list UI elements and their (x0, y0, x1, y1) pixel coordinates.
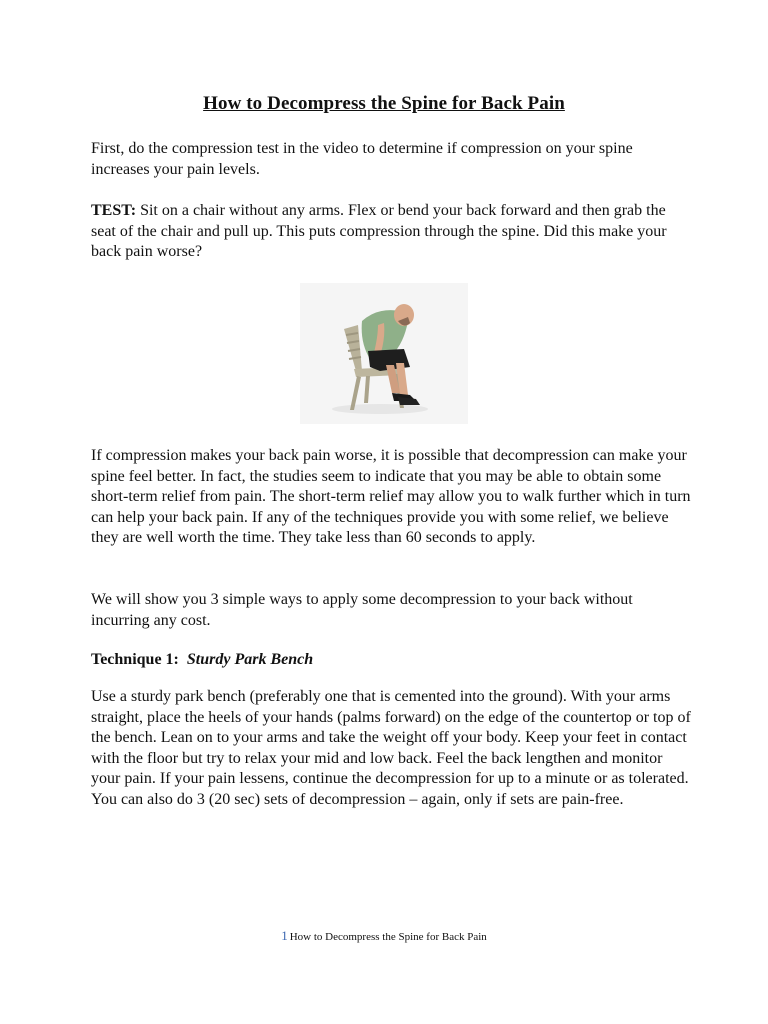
test-paragraph (91, 201, 691, 263)
test-text: Sit on a chair without any arms. Flex or bend your back forward and then grab the seat of the chair and pull up. This puts compression through the spine. Did this make your back pain worse? (91, 202, 667, 261)
technique-heading (91, 650, 691, 671)
footer-text: How to Decompress the Spine for Back Pain (289, 931, 487, 943)
document-title: How to Decompress the Spine for Back Pain (203, 93, 565, 114)
technique-paragraph: Use a sturdy park bench (preferably one that is cemented into the ground). With your arms straight, place the heels of your hands (palms forward) on the edge of the countertop or top of the bench. Lean on to your arms and take the weight off your body. Keep your feet in contact with the floor but try to relax your mid and low back. Feel the back lengthen and monitor your pain. If your pain lessens, continue the decompression for up to a minute or as tolerated. You can also do 3 (20 sec) sets of decompression – again, only if sets are pain-free. (91, 688, 691, 808)
seated-compression-test-photo (300, 283, 468, 424)
technique-name: Sturdy Park Bench (186, 651, 314, 668)
ways-paragraph: We will show you 3 simple ways to apply some decompression to your back without incurring any cost. (91, 591, 633, 629)
page-number: 1 (281, 928, 288, 943)
test-label: TEST: (91, 202, 137, 219)
page-footer (0, 928, 768, 944)
technique-label: Technique 1: (91, 651, 179, 668)
compression-paragraph: If compression makes your back pain worse, it is possible that decompression can make your spine feel better. In fact, the studies seem to indicate that you may be able to obtain some short-term relief from pain. The short-term relief may allow you to walk further which in turn can help your back pain. If any of the techniques provide you with some relief, we believe they are well worth the time. They take less than 60 seconds to apply. (91, 447, 691, 547)
intro-paragraph: First, do the compression test in the video to determine if compression on your spine increases your pain levels. (91, 140, 633, 178)
